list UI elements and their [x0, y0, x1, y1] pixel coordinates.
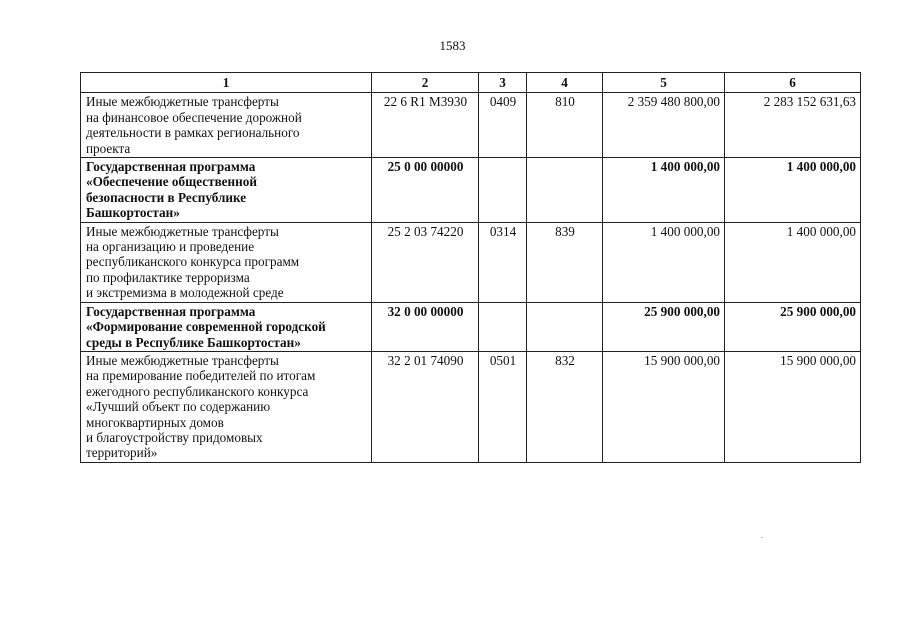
row-amount-6: 15 900 000,00 [725, 351, 861, 462]
row-type [527, 302, 603, 351]
row-section: 0314 [479, 222, 527, 302]
row-code: 32 2 01 74090 [372, 351, 479, 462]
row-section: 0409 [479, 93, 527, 158]
row-section: 0501 [479, 351, 527, 462]
column-header-2: 2 [372, 73, 479, 93]
row-amount-6: 2 283 152 631,63 [725, 93, 861, 158]
row-amount-5: 15 900 000,00 [603, 351, 725, 462]
page-number: 1583 [439, 38, 466, 53]
column-header-3: 3 [479, 73, 527, 93]
table-row [81, 222, 861, 302]
row-amount-5: 1 400 000,00 [603, 222, 725, 302]
column-header-4: 4 [527, 73, 603, 93]
column-header-5: 5 [603, 73, 725, 93]
table-header-row [81, 73, 861, 93]
row-section [479, 158, 527, 223]
row-code: 25 0 00 00000 [372, 158, 479, 223]
row-code: 25 2 03 74220 [372, 222, 479, 302]
row-amount-6: 25 900 000,00 [725, 302, 861, 351]
row-code: 22 6 R1 М3930 [372, 93, 479, 158]
budget-table [80, 72, 861, 463]
column-header-1: 1 [81, 73, 372, 93]
row-type [527, 158, 603, 223]
row-amount-5: 25 900 000,00 [603, 302, 725, 351]
row-amount-5: 1 400 000,00 [603, 158, 725, 223]
scan-speck [761, 537, 763, 538]
row-amount-6: 1 400 000,00 [725, 222, 861, 302]
row-type: 810 [527, 93, 603, 158]
row-amount-5: 2 359 480 800,00 [603, 93, 725, 158]
table-row [81, 93, 861, 158]
row-name: Иные межбюджетные трансферты на финансовое обеспечение дорожной деятельности в рамках регионального проекта [81, 93, 372, 158]
row-type: 839 [527, 222, 603, 302]
column-header-6: 6 [725, 73, 861, 93]
table-row [81, 158, 861, 223]
row-name: Иные межбюджетные трансферты на премирование победителей по итогам ежегодного республиканского конкурса «Лучший объект по содержанию многоквартирных домов и благоустройству придомовых территорий» [81, 351, 372, 462]
row-name: Государственная программа «Формирование современной городской среды в Республике Башкортостан» [81, 302, 372, 351]
table-row [81, 302, 861, 351]
row-code: 32 0 00 00000 [372, 302, 479, 351]
row-name: Государственная программа «Обеспечение общественной безопасности в Республике Башкортостан» [81, 158, 372, 223]
row-name: Иные межбюджетные трансферты на организацию и проведение республиканского конкурса программ по профилактике терроризма и экстремизма в молодежной среде [81, 222, 372, 302]
row-amount-6: 1 400 000,00 [725, 158, 861, 223]
row-section [479, 302, 527, 351]
row-type: 832 [527, 351, 603, 462]
table-row [81, 351, 861, 462]
